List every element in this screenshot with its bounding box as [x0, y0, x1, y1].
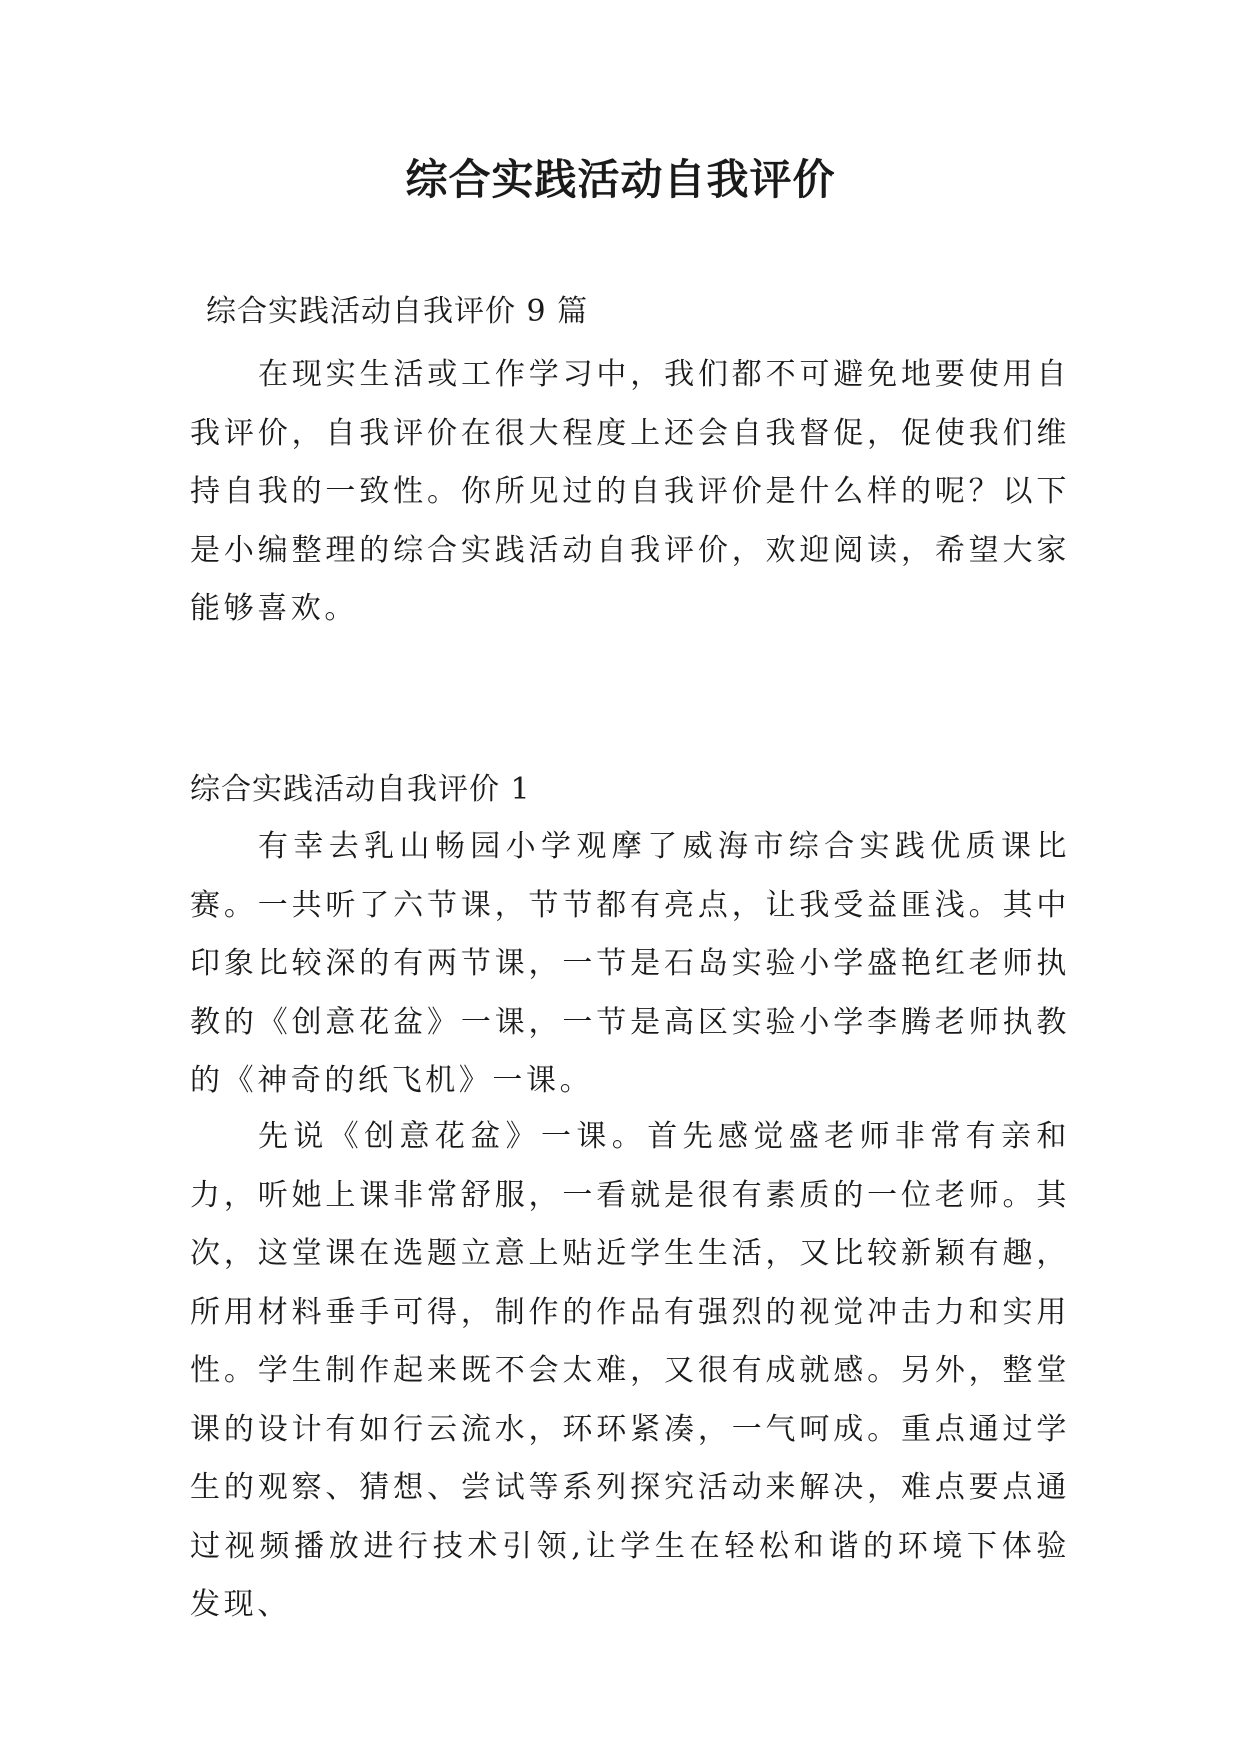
document-title: 综合实践活动自我评价 — [405, 155, 836, 204]
body-paragraph-1: 有幸去乳山畅园小学观摩了威海市综合实践优质课比赛。一共听了六节课，节节都有亮点，让我受益匪浅。其中印象比较深的有两节课，一节是石岛实验小学盛艳红老师执教的《创意花盆》一课，一节是高区实验小学李腾老师执教的《神奇的纸飞机》一课。 — [190, 829, 1070, 1098]
document-subtitle: 综合实践活动自我评价 9 篇 — [206, 294, 589, 329]
section-heading: 综合实践活动自我评价 1 — [190, 772, 531, 807]
body-paragraph-2: 先说《创意花盆》一课。首先感觉盛老师非常有亲和力，听她上课非常舒服，一看就是很有素质的一位老师。其次，这堂课在选题立意上贴近学生生活，又比较新颖有趣，所用材料垂手可得，制作的作品有强烈的视觉冲击力和实用性。学生制作起来既不会太难，又很有成就感。另外，整堂课的设计有如行云流水，环环紧凑，一气呵成。重点通过学生的观察、猜想、尝试等系列探究活动来解决，难点要点通过视频播放进行技术引领,让学生在轻松和谐的环境下体验发现、 — [190, 1119, 1070, 1622]
intro-paragraph: 在现实生活或工作学习中，我们都不可避免地要使用自我评价，自我评价在很大程度上还会自我督促，促使我们维持自我的一致性。你所见过的自我评价是什么样的呢？以下是小编整理的综合实践活动自我评价，欢迎阅读，希望大家能够喜欢。 — [190, 357, 1070, 626]
